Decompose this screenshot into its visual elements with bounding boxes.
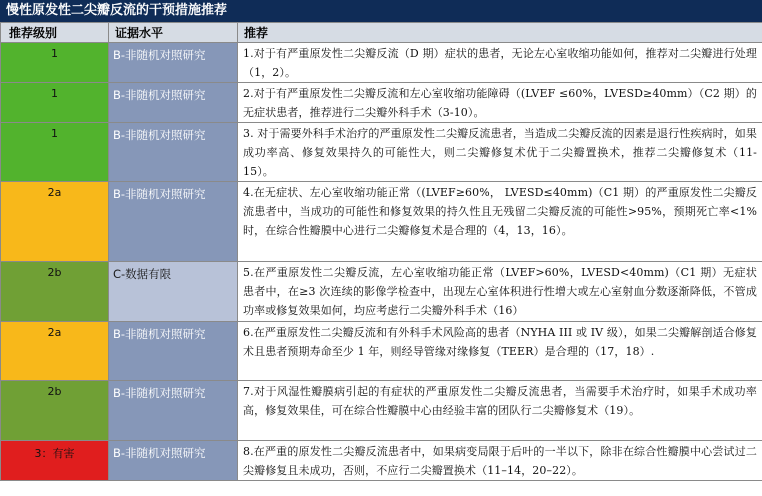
recommendation-cell: 3. 对于需要外科手术治疗的严重原发性二尖瓣反流患者，当造成二尖瓣反流的因素是退行性疾病时，如果成功率高、修复效果持久的可能性大，则二尖瓣修复术优于二尖瓣置换术，推荐二尖瓣修复术（11-15）。 [238,123,762,182]
table-row [1,441,762,481]
level-cell: 1 [1,43,109,83]
table-row [1,381,762,441]
level-cell: 1 [1,123,109,182]
table-row [1,123,762,182]
table-row [1,43,762,83]
recommendation-cell: 8.在严重的原发性二尖瓣反流患者中，如果病变局限于后叶的一半以下，除非在综合性瓣膜中心尝试过二尖瓣修复且未成功，否则，不应行二尖瓣置换术（11–14，20–22）。 [238,441,762,481]
recommendation-cell: 1.对于有严重原发性二尖瓣反流（D 期）症状的患者，无论左心室收缩功能如何，推荐对二尖瓣进行处理（1，2）。 [238,43,762,83]
evidence-cell: B-非随机对照研究 [109,182,238,262]
evidence-cell: C-数据有限 [109,262,238,322]
level-cell: 2b [1,262,109,322]
evidence-cell: B-非随机对照研究 [109,123,238,182]
recommendation-cell: 5.在严重原发性二尖瓣反流，左心室收缩功能正常（LVEF>60%，LVESD<40mm)（C1 期）无症状患者中，在≥3 次连续的影像学检查中，出现左心室体积进行性增大或左心室射血分数逐渐降低，不管成功率或修复效果如何，均应考虑行二尖瓣外科手术（16） [238,262,762,322]
evidence-cell: B-非随机对照研究 [109,381,238,441]
evidence-cell: B-非随机对照研究 [109,322,238,381]
table-row [1,182,762,262]
evidence-cell: B-非随机对照研究 [109,43,238,83]
level-cell: 2a [1,322,109,381]
table-row [1,83,762,123]
table-row [1,322,762,381]
header-recommendation: 推荐 [238,23,762,43]
level-cell: 2b [1,381,109,441]
recommendation-cell: 4.在无症状、左心室收缩功能正常（(LVEF≥60%， LVESD≤40mm)（C1 期）的严重原发性二尖瓣反流患者中，当成功的可能性和修复效果的持久性且无残留二尖瓣反流的可能性>95%，预期死亡率<1%时，在综合性瓣膜中心进行二尖瓣修复术是合理的（4，13，16）。 [238,182,762,262]
recommendation-table [0,22,762,481]
level-cell: 1 [1,83,109,123]
evidence-cell: B-非随机对照研究 [109,441,238,481]
recommendation-cell: 7.对于风湿性瓣膜病引起的有症状的严重原发性二尖瓣反流患者，当需要手术治疗时，如果手术成功率高，修复效果佳，可在综合性瓣膜中心由经验丰富的团队行二尖瓣修复术（19）。 [238,381,762,441]
level-cell: 3：有害 [1,441,109,481]
table-header-row [1,23,762,43]
recommendation-cell: 2.对于有严重原发性二尖瓣反流和左心室收缩功能障碍（(LVEF ≤60%，LVESD≥40mm）（C2 期）的无症状患者，推荐进行二尖瓣外科手术（3-10）。 [238,83,762,123]
header-level: 推荐级别 [1,23,109,43]
level-cell: 2a [1,182,109,262]
recommendation-cell: 6.在严重原发性二尖瓣反流和有外科手术风险高的患者（NYHA III 或 IV 级），如果二尖瓣解剖适合修复术且患者预期寿命至少 1 年，则经导管缘对缘修复（TEER）是合理的（17，18）. [238,322,762,381]
evidence-cell: B-非随机对照研究 [109,83,238,123]
table-row [1,262,762,322]
page-title: 慢性原发性二尖瓣反流的干预措施推荐 [0,0,762,22]
header-evidence: 证据水平 [109,23,238,43]
